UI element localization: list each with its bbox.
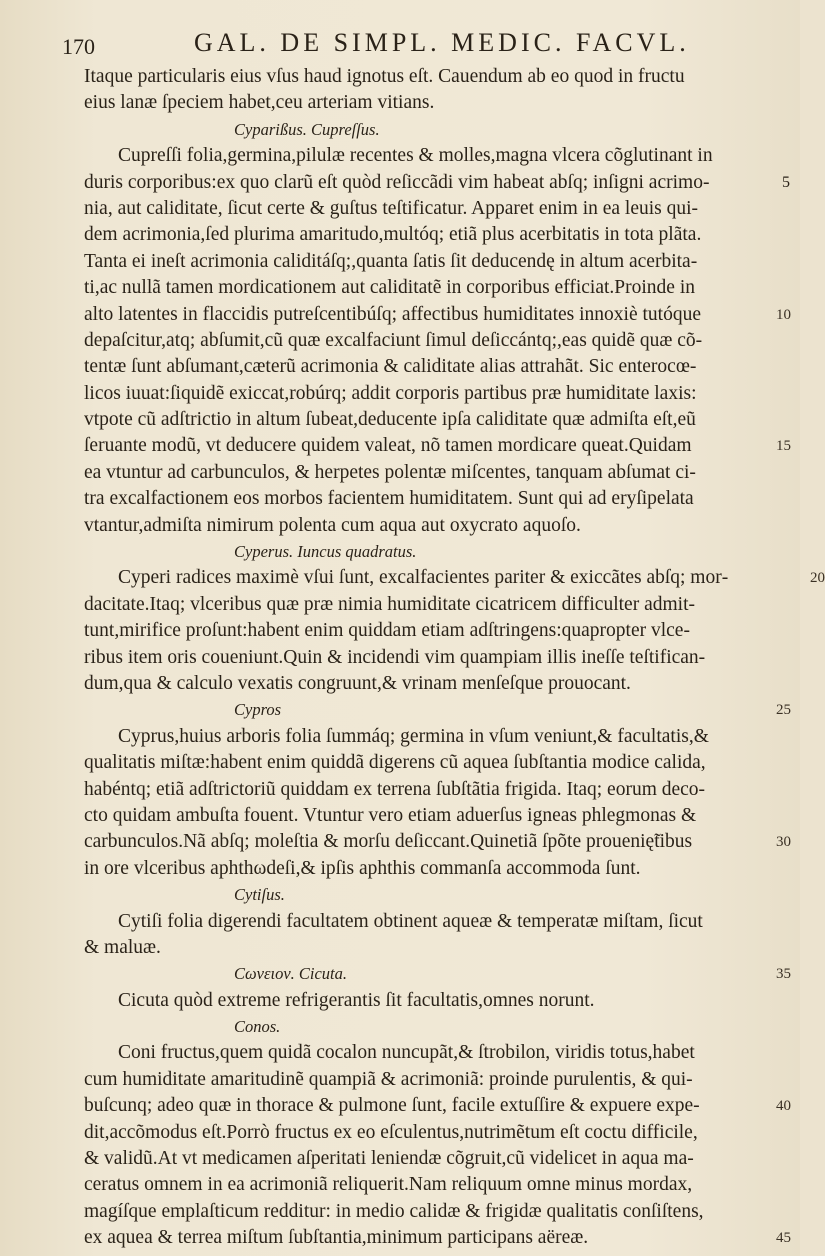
text-line: dem acrimonia,ſed plurima amaritudo,multóq; etiã plus acerbitatis in tota plãta. xyxy=(84,224,702,246)
text-line: tra excalfactionem eos morbos facientem humiditatem. Sunt qui ad eryſipelata xyxy=(84,488,694,510)
text-line: cto quidam ambuſta fouent. Vtuntur vero etiam aduerſus igneas phlegmonas & xyxy=(84,804,697,826)
text-line: & maluæ. xyxy=(84,936,161,958)
text-line: Cytiſi folia digerendi facultatem obtinent aqueæ & temperatæ miſtam, ſicut xyxy=(118,910,703,932)
text-line: eius lanæ ſpeciem habet,ceu arteriam vitians. xyxy=(84,92,435,114)
text-line: qualitatis miſtæ:habent enim quiddã digerens cũ aquea ſubſtantia modice calida, xyxy=(84,752,706,774)
running-head: GAL. DE SIMPL. MEDIC. FACVL. xyxy=(194,28,690,57)
text-line: Cicuta quòd extreme refrigerantis ſit facultatis,omnes norunt. xyxy=(118,989,595,1011)
margin-number: 20 xyxy=(810,570,825,587)
section-heading: Cypros 25 xyxy=(84,697,754,723)
text-line: cum humiditate amaritudinẽ quampiã & acrimoniã: proinde purulentis, & qui‑ xyxy=(84,1068,693,1090)
text-line: & validũ.At vt medicamen aſperitati leniendæ cõgruit,cũ videlicet in aqua ma‑ xyxy=(84,1148,694,1170)
margin-number: 10 xyxy=(776,306,791,323)
text-line: tentæ ſunt abſumant,cæterũ acrimonia & caliditate alias attrahãt. Sic enterocœ‑ xyxy=(84,356,697,378)
text-line: vtpote cũ adſtrictio in altum ſubeat,deducente ipſa caliditate quæ admiſta eſt,eũ xyxy=(84,409,696,431)
margin-number: 35 xyxy=(776,966,791,983)
section-heading: Cωνειον. Cicuta. 35 xyxy=(84,961,754,987)
text-line: duris corporibus:ex quo clarũ eſt quòd reſiccãdi vim habeat abſq; inſigni acrimo‑ 5 xyxy=(84,170,754,196)
margin-number: 45 xyxy=(776,1230,791,1247)
text-line: Cupreſſi folia,germina,pilulæ recentes & molles,magna vlcera cõglutinant in xyxy=(118,145,713,167)
margin-number: 40 xyxy=(776,1098,791,1115)
text-line: ea vtuntur ad carbunculos, & herpetes polentæ miſcentes, tanquam abſumat ci‑ xyxy=(84,461,696,483)
section-heading: Cytiſus. xyxy=(234,885,285,905)
text-line: nia, aut caliditate, ſicut certe & guſtus teſtificatur. Apparet enim in ea leuis qui‑ xyxy=(84,197,699,219)
text-line: depaſcitur,atq; abſumit,cũ quæ excalfaciunt ſimul deſiccántq;,eas quidẽ quæ cõ‑ xyxy=(84,329,703,351)
text-line: Tanta ei ineſt acrimonia caliditáſq;,quanta ſatis ſit deducendę in altum acerbita‑ xyxy=(84,250,698,272)
section-heading: Cyperus. Iuncus quadratus. xyxy=(234,542,417,562)
text-line: Coni fructus,quem quidã cocalon nuncupãt,& ſtrobilon, viridis totus,habet xyxy=(118,1042,695,1064)
text-line: dit,accõmodus eſt.Porrò fructus ex eo eſculentus,nutrimẽtum eſt coctu difficile, xyxy=(84,1121,698,1143)
text-block xyxy=(84,64,825,1252)
text-line: ex aquea & terrea miſtum ſubſtantia,minimum participans aëreæ. 45 xyxy=(84,1225,754,1251)
section-heading: Cyparißus. Cupreſſus. xyxy=(234,119,380,139)
text-line: Cyprus,huius arboris folia ſummáq; germina in vſum veniunt,& facultatis,& xyxy=(118,725,709,747)
text-line: magíſque emplaſticum redditur: in medio calidæ & frigidæ qualitatis conſiſtens, xyxy=(84,1200,704,1222)
margin-number: 25 xyxy=(776,702,791,719)
text-line: licos iuuat:ſiquidẽ exiccat,robúrq; addit corporis partibus præ humiditate laxis: xyxy=(84,382,697,404)
text-line: tunt,mirifice proſunt:habent enim quiddam etiam adſtringens:quapropter vlce‑ xyxy=(84,620,690,642)
text-line: dacitate.Itaq; vlceribus quæ præ nimia humiditate cicatricem difficulter admit‑ xyxy=(84,593,695,615)
page-number: 170 xyxy=(62,34,95,59)
page-header xyxy=(62,28,740,62)
text-line: dum,qua & calculo vexatis congruunt,& vrinam menſeſque prouocant. xyxy=(84,672,631,694)
text-line: Cyperi radices maximè vſui ſunt, excalfacientes pariter & exiccãtes abſq; mor‑ 20 xyxy=(84,565,754,591)
text-line: ti,ac nullã tamen mordicationem aut caliditatẽ in corporibus efficiat.Proinde in xyxy=(84,277,695,299)
margin-number: 15 xyxy=(776,438,791,455)
text-line: ribus item oris coueniunt.Quin & incidendi vim quampiam illis ineſſe teſtifican‑ xyxy=(84,646,706,668)
text-line: habéntq; etiã adſtrictoriũ quiddam ex terrena ſubſtãtia frigida. Itaq; eorum deco‑ xyxy=(84,778,706,800)
text-line: vtantur,admiſta nimirum polenta cum aqua aut oxycrato aquoſo. xyxy=(84,514,581,536)
text-line: in ore vlceribus aphthωdeſi,& ipſis aphthis commanſa accommoda ſunt. xyxy=(84,857,641,879)
text-line: carbunculos.Nã abſq; moleſtia & morſu deſiccant.Quinetiã ſpõte prouenię̃tibus 30 xyxy=(84,829,754,855)
text-line: Itaque particularis eius vſus haud ignotus eſt. Cauendum ab eo quod in fructu xyxy=(84,66,685,87)
text-line: ceratus omnem in ea acrimoniã reliquerit.Nam reliquum omne minus mordax, xyxy=(84,1174,693,1196)
margin-number: 5 xyxy=(782,173,790,191)
text-line: buſcunq; adeo quæ in thorace & pulmone ſunt, facile extuſſire & expuere expe‑ 40 xyxy=(84,1093,754,1119)
text-line: ſeruante modũ, vt deducere quidem valeat, nõ tamen mordicare queat.Quidam 15 xyxy=(84,433,754,459)
margin-number: 30 xyxy=(776,834,791,851)
section-heading: Conos. xyxy=(234,1017,281,1037)
text-line: alto latentes in flaccidis putreſcentibúſq; affectibus humiditates innoxiè tutóque 10 xyxy=(84,302,754,328)
